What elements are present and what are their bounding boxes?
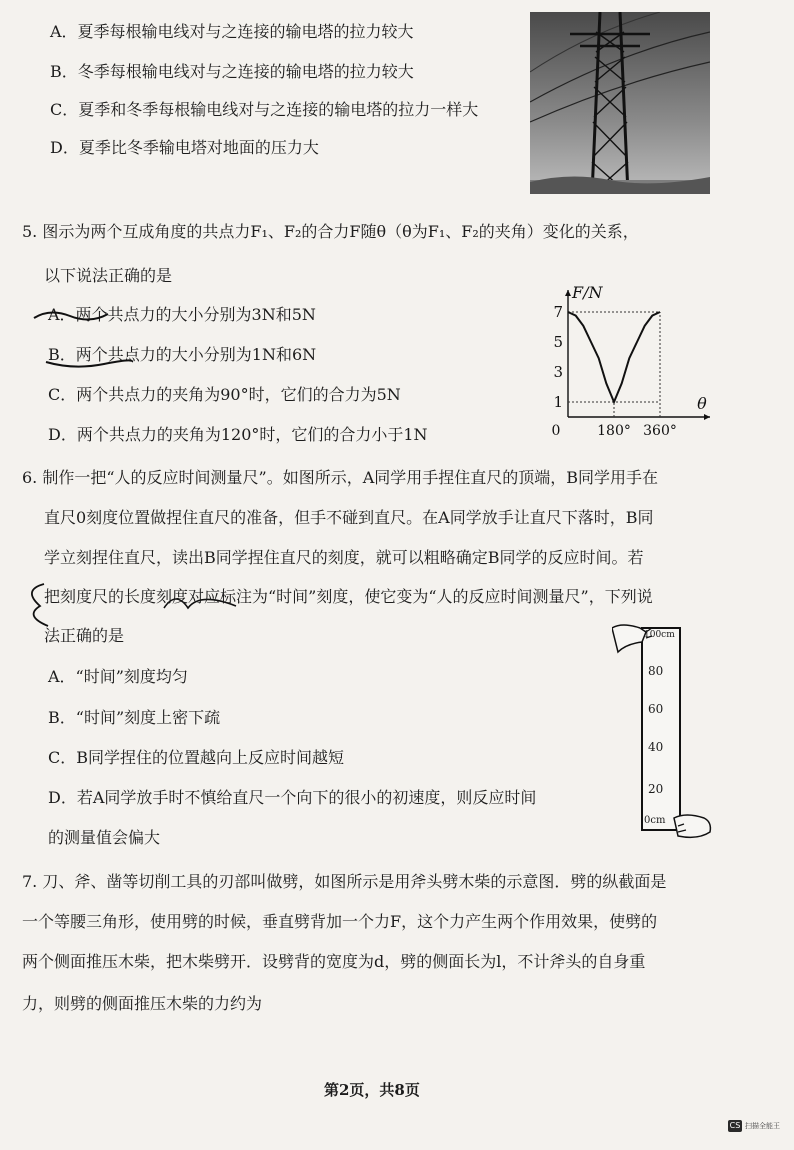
q5-option-c: C．两个共点力的夹角为90°时，它们的合力为5N xyxy=(48,385,401,404)
q6-option-d: D．若A同学放手时不慎给直尺一个向下的很小的初速度，则反应时间 xyxy=(48,788,537,807)
q6-stem-line5: 法正确的是 xyxy=(44,626,125,645)
scanner-logo-icon: CS xyxy=(729,1121,741,1130)
x-axis-label: θ xyxy=(697,394,707,413)
q5-stem-line1: 5. 图示为两个互成角度的共点力F₁、F₂的合力F随θ（θ为F₁、F₂的夹角）变化的关系， xyxy=(22,222,639,241)
ruler-label-60: 60 xyxy=(648,702,664,716)
q6-option-a: A．“时间”刻度均匀 xyxy=(48,667,188,686)
ruler-hand-figure xyxy=(612,622,716,842)
transmission-tower-photo xyxy=(530,12,710,194)
q4-option-a: A．夏季每根输电线对与之连接的输电塔的拉力较大 xyxy=(50,22,414,41)
x-tick-label-1: 180° xyxy=(597,423,631,439)
q6-stem-line3: 学立刻捏住直尺，读出B同学捏住直尺的刻度，就可以粗略确定B同学的反应时间。若 xyxy=(44,548,644,567)
scanner-badge xyxy=(728,1120,780,1132)
q7-stem-line3: 两个侧面推压木柴，把木柴劈开．设劈背的宽度为d，劈的侧面长为l，不计斧头的自身重 xyxy=(22,952,646,971)
q6-stem-line1: 6. 制作一把“人的反应时间测量尺”。如图所示，A同学用手捏住直尺的顶端，B同学用手在 xyxy=(22,468,659,487)
q6-option-b: B．“时间”刻度上密下疏 xyxy=(48,708,221,727)
x-axis-arrow xyxy=(704,414,710,420)
f-theta-chart xyxy=(548,282,718,442)
y-tick-label-5: 5 xyxy=(553,333,563,351)
ruler-label-80: 80 xyxy=(648,664,664,678)
q6-option-c: C．B同学捏住的位置越向上反应时间越短 xyxy=(48,748,345,767)
ruler-label-40: 40 xyxy=(648,740,664,754)
q5-stem-line2: 以下说法正确的是 xyxy=(44,266,173,285)
q6-stem-line2: 直尺0刻度位置做捏住直尺的准备，但手不碰到直尺。在A同学放手让直尺下落时，B同 xyxy=(44,508,654,527)
q5-option-b: B．两个共点力的大小分别为1N和6N xyxy=(48,345,317,364)
y-axis-arrow xyxy=(565,290,571,296)
x-tick-label-0: 0 xyxy=(551,423,561,439)
q4-option-b: B．冬季每根输电线对与之连接的输电塔的拉力较大 xyxy=(50,62,414,81)
pen-mark-strike-a xyxy=(30,304,110,326)
ruler-label-20: 20 xyxy=(648,782,664,796)
series-f-curve xyxy=(568,312,660,402)
q6-option-d-cont: 的测量值会偏大 xyxy=(48,828,161,847)
pen-mark-underline-b xyxy=(44,356,134,372)
q6-stem-line4: 把刻度尺的长度刻度对应标注为“时间”刻度，使它变为“人的反应时间测量尺”，下列说 xyxy=(44,587,653,606)
q7-stem-line2: 一个等腰三角形，使用劈的时候，垂直劈背加一个力F，这个力产生两个作用效果，使劈的 xyxy=(22,912,658,931)
ruler-label-0: 0cm xyxy=(644,815,666,826)
ruler-label-100: 100cm xyxy=(644,630,675,640)
q5-option-a: A．两个共点力的大小分别为3N和5N xyxy=(48,305,316,324)
q5-option-d: D．两个共点力的夹角为120°时，它们的合力小于1N xyxy=(48,425,428,444)
y-axis-label: F/N xyxy=(572,283,603,302)
q7-stem-line1: 7. 刀、斧、凿等切削工具的刃部叫做劈，如图所示是用斧头劈木柴的示意图．劈的纵截面是 xyxy=(22,872,667,891)
q4-option-c: C．夏季和冬季每根输电线对与之连接的输电塔的拉力一样大 xyxy=(50,100,479,119)
q7-stem-line4: 力，则劈的侧面推压木柴的力约为 xyxy=(22,994,263,1013)
y-tick-label-7: 7 xyxy=(553,303,563,321)
y-tick-label-3: 3 xyxy=(553,363,563,381)
scanner-name: 扫描全能王 xyxy=(745,1122,780,1130)
q4-option-d: D．夏季比冬季输电塔对地面的压力大 xyxy=(50,138,319,157)
page-number: 第2页，共8页 xyxy=(324,1081,420,1099)
y-tick-label-1: 1 xyxy=(553,393,563,411)
x-tick-label-2: 360° xyxy=(643,423,677,439)
